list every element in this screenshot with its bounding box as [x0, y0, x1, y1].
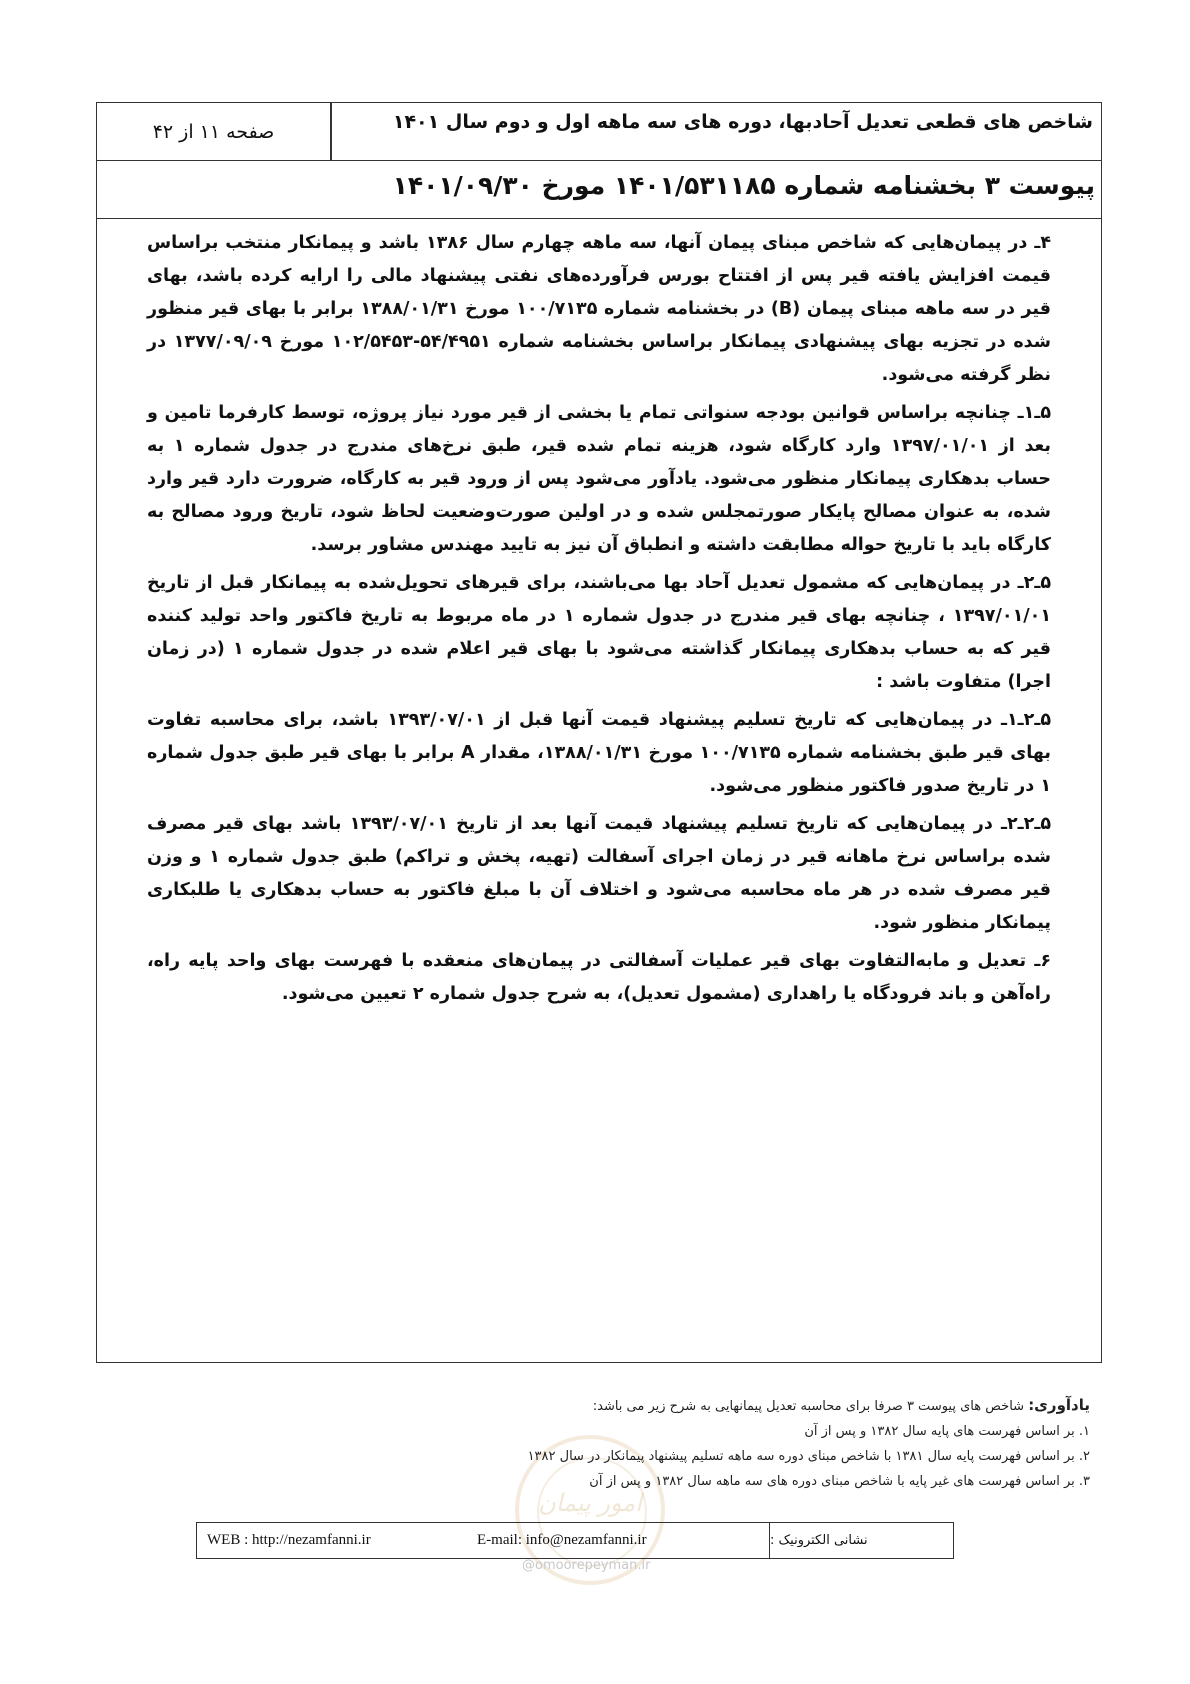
paragraph-5-2-2: ۵ـ۲ـ۲ـ در پیمان‌هایی که تاریخ تسلیم پیشنهاد قیمت آنها بعد از تاریخ ۱۳۹۳/۰۷/۰۱ باشد بهای قیر مصرف شده براساس نرخ ماهانه قیر در زمان اجرای آسفالت (تهیه، پخش و تراکم) طبق جدول شماره ۱ و وزن قیر مصرف شده در هر ماه محاسبه می‌شود و اختلاف آن با مبلغ فاکتور به حساب بدهکاری یا طلبکاری پیمانکار منظور شود.	[147, 814, 1052, 933]
footer-web[interactable]: WEB : http://nezamfanni.ir	[207, 1532, 371, 1548]
note-item: ۲. بر اساس فهرست پایه سال ۱۳۸۱ با شاخص مبنای دوره سه ماهه تسلیم پیشنهاد پیمانکار در سال ۱۳۸۲	[527, 1449, 1090, 1464]
notes-heading-line	[300, 1393, 1090, 1419]
page-number: صفحه ۱۱ از ۴۲	[152, 120, 275, 143]
page-frame	[96, 102, 1102, 1363]
document-title: شاخص های قطعی تعدیل آحادبها، دوره های سه ماهه اول و دوم سال ۱۴۰۱	[392, 111, 1093, 133]
document-body	[147, 227, 1051, 1016]
circular-title: پیوست ۳ بخشنامه شماره ۱۴۰۱/۵۳۱۱۸۵ مورخ ۱۴۰۱/۰۹/۳۰	[392, 171, 1095, 200]
footer-email[interactable]: E-mail: info@nezamfanni.ir	[477, 1532, 647, 1548]
note-item: ۳. بر اساس فهرست های غیر پایه با شاخص مبنای دوره های سه ماهه سال ۱۳۸۲ و پس از آن	[589, 1474, 1090, 1489]
watermark-logo-text: امور پیمان	[538, 1489, 642, 1517]
paragraph-6: ۶ـ تعدیل و مابه‌التفاوت بهای قیر عملیات آسفالتی در پیمان‌های منعقده با فهرست بهای واحد پایه راه، راه‌آهن و باند فرودگاه یا راهداری (مشمول تعدیل)، به شرح جدول شماره ۲ تعیین می‌شود.	[147, 951, 1051, 1004]
subtitle-row	[97, 161, 1101, 219]
paragraph-5-1: ۵ـ۱ـ چنانچه براساس قوانین بودجه سنواتی تمام یا بخشی از قیر مورد نیاز پروژه، توسط کارفرما تامین و بعد از ۱۳۹۷/۰۱/۰۱ وارد کارگاه شود، هزینه تمام شده قیر، طبق نرخ‌های مندرج در جدول شماره ۱ به حساب بدهکاری پیمانکار منظور می‌شود. یادآور می‌شود پس از ورود قیر به کارگاه، ضرورت دارد قیر وارد شده، به عنوان مصالح پایکار صورتمجلس شده و در اولین صورت‌وضعیت لحاظ شود، تاریخ ورود مصالح به کارگاه باید با تاریخ حواله مطابقت داشته و انطباق آن نیز به تایید مهندس مشاور برسد.	[147, 403, 1052, 555]
footer-contact	[196, 1522, 954, 1559]
watermark-handle: @omoorepeyman.ir	[522, 1558, 651, 1573]
note-item: ۱. بر اساس فهرست های پایه سال ۱۳۸۲ و پس از آن	[804, 1424, 1090, 1439]
header-row	[97, 103, 1101, 161]
paragraph-5-2-1: ۵ـ۲ـ۱ـ در پیمان‌هایی که تاریخ تسلیم پیشنهاد قیمت آنها قبل از ۱۳۹۳/۰۷/۰۱ باشد، برای محاسبه تفاوت بهای قیر طبق بخشنامه شماره ۱۰۰/۷۱۳۵ مورخ ۱۳۸۸/۰۱/۳۱، مقدار A برابر با بهای قیر طبق جدول شماره ۱ در تاریخ صدور فاکتور منظور می‌شود.	[147, 710, 1052, 796]
notes-section	[300, 1393, 1090, 1494]
footer-label: نشانی الکترونیک :	[769, 1523, 953, 1558]
paragraph-5-2: ۵ـ۲ـ در پیمان‌هایی که مشمول تعدیل آحاد بها می‌باشند، برای قیرهای تحویل‌شده به پیمانکار قبل از تاریخ ۱۳۹۷/۰۱/۰۱ ، چنانچه بهای قیر مندرج در جدول شماره ۱ در ماه مربوط به تاریخ فاکتور واحد تولید کننده قیر که به حساب بدهکاری پیمانکار گذاشته می‌شود با بهای قیر اعلام شده در جدول شماره ۱ (در زمان اجرا) متفاوت باشد :	[147, 573, 1051, 692]
notes-heading: یادآوری:	[1028, 1396, 1090, 1414]
header-divider	[330, 103, 332, 160]
paragraph-4: ۴ـ در پیمان‌هایی که شاخص مبنای پیمان آنها، سه ماهه چهارم سال ۱۳۸۶ باشد و پیمانکار منتخب براساس قیمت افزایش یافته قیر پس از افتتاح بورس فرآورده‌های نفتی پیشنهاد مالی را ارایه کرده باشد، بهای قیر در سه ماهه مبنای پیمان (B) در بخشنامه شماره ۱۰۰/۷۱۳۵ مورخ ۱۳۸۸/۰۱/۳۱ برابر با بهای قیر منظور شده در تجزیه بهای پیشنهادی پیمانکار براساس بخشنامه شماره ۵۴/۴۹۵۱-۱۰۲/۵۴۵۳ مورخ ۱۳۷۷/۰۹/۰۹ در نظر گرفته می‌شود.	[147, 233, 1052, 385]
notes-intro: شاخص های پیوست ۳ صرفا برای محاسبه تعدیل پیمانهایی به شرح زیر می باشد:	[592, 1399, 1025, 1414]
